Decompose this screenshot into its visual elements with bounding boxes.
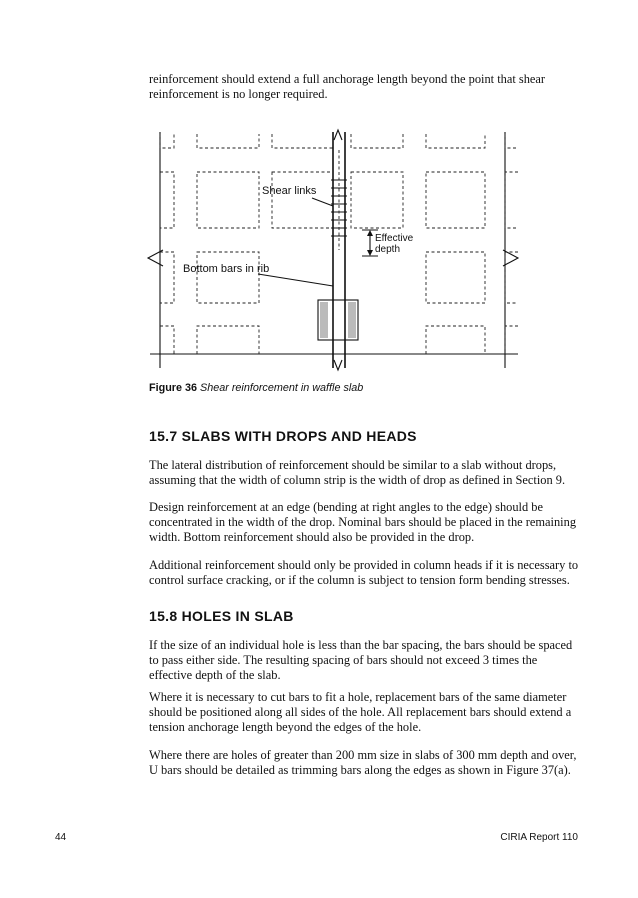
section-15-8-paragraph-1: If the size of an individual hole is less than the bar spacing, the bars should be spaced to pass either side. The resulting spacing of bars should not exceed 3 times the effective depth of the slab.: [149, 638, 573, 682]
bottom-bars-label: Bottom bars in rib: [183, 263, 270, 275]
top-break-mark: [334, 130, 342, 140]
section-15-8-title: 15.8 HOLES IN SLAB: [149, 608, 294, 624]
section-15-7-paragraph-3: Additional reinforcement should only be provided in column heads if it is necessary to control surface cracking, or if the column is subject to tension form bending stresses.: [149, 558, 579, 587]
section-15-8-paragraph-2: Where it is necessary to cut bars to fit a hole, replacement bars of the same diameter should be positioned along all sides of the hole. All replacement bars should extend a tension anchorage length beyond the edges of the hole.: [149, 690, 572, 734]
caption-number: Figure 36: [149, 382, 198, 394]
section-15-7-paragraph-2: Design reinforcement at an edge (bending at right angles to the edge) should be concentrated in the width of the drop. Nominal bars should be placed in the remaining width. Bottom reinforcement should also be provided in the drop.: [149, 500, 577, 544]
shear-links-leader: [312, 198, 333, 206]
figure-caption: [149, 382, 363, 394]
intro-paragraph: reinforcement should extend a full anchorage length beyond the point that shear reinforcement is no longer required.: [149, 72, 546, 101]
depth-label: depth: [375, 244, 401, 255]
waffle-slab-figure: [0, 0, 638, 380]
section-15-7-paragraph-1: The lateral distribution of reinforcement should be similar to a slab without drops, assuming that the width of column strip is the width of drop as defined in Section 9.: [149, 458, 566, 487]
bottom-bars-leader: [258, 274, 333, 286]
section-15-8-paragraph-3: Where there are holes of greater than 200 mm size in slabs of 300 mm depth and over, U bars should be detailed as trimming bars along the edges as shown in Figure 37(a).: [149, 748, 577, 777]
column: [318, 300, 358, 340]
rib-shear-links: [331, 132, 347, 368]
bottom-break-mark: [334, 360, 342, 370]
caption-text: Shear reinforcement in waffle slab: [200, 382, 364, 394]
effective-label: Effective: [375, 233, 414, 244]
page-number: 44: [55, 832, 67, 843]
report-name: CIRIA Report 110: [500, 832, 578, 843]
slab-outline: [150, 132, 518, 368]
shear-links-label: Shear links: [262, 185, 317, 197]
section-15-7-title: 15.7 SLABS WITH DROPS AND HEADS: [149, 428, 417, 444]
